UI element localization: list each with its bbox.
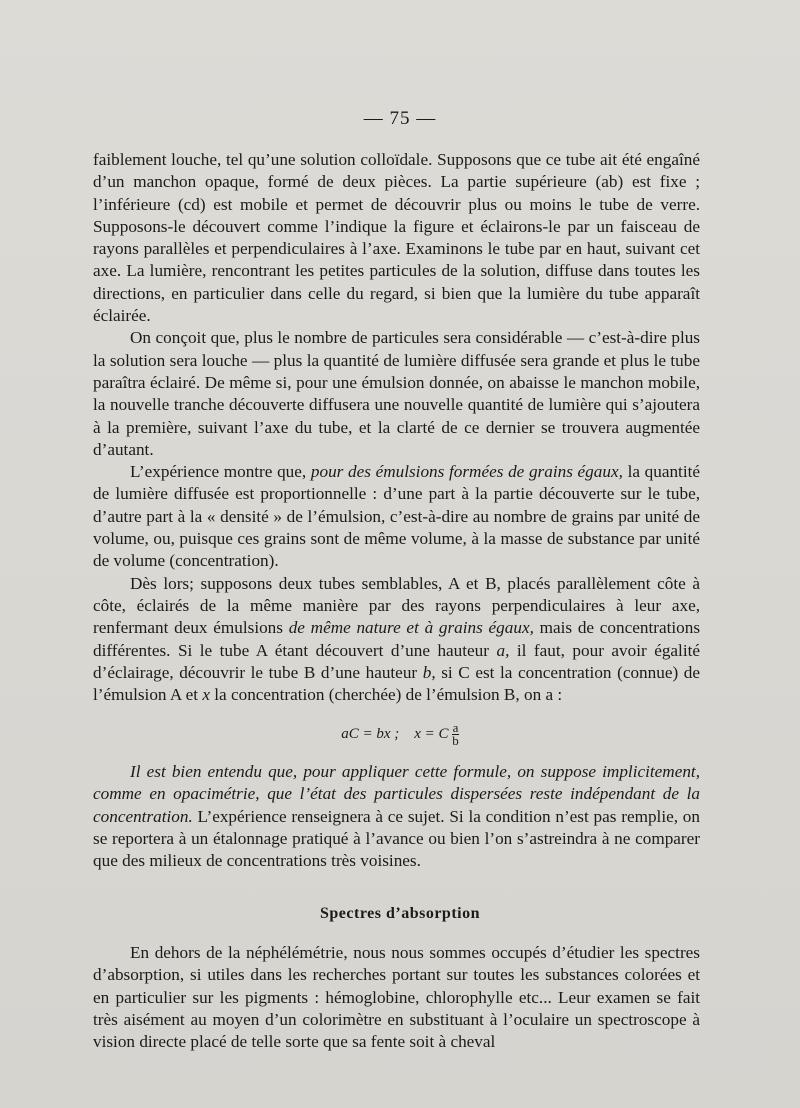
section-heading: Spectres d’absorption [320,905,480,922]
paragraph-2: On conçoit que, plus le nombre de particules sera considérable — c’est-à-dire plus la solution sera louche — plus la quantité de lumière diffusée sera grande et plus le tube paraîtra éclairé. De même si, pour une émulsion donnée, on abaisse le manchon mobile, la nouvelle tranche découverte diffusera une nouvelle quantité de lumière qui s’ajoutera à la première, suivant l’axe du tube, et la clarté de ce dernier se trouvera augmentée d’autant. [93,328,700,459]
body-block-1 [93,149,700,706]
body-block-3 [93,942,700,1053]
paragraph-6: En dehors de la néphélémétrie, nous nous sommes occupés d’étudier les spectres d’absorption, si utiles dans les recherches portant sur toutes les substances colorées et en particulier sur les pigments : hémoglobine, chlorophylle etc... Leur examen se fait très aisément au moyen d’un colorimètre en substituant à l’oculaire un spectroscope à vision directe placé de telle sorte que sa fente soit à cheval [93,943,700,1052]
paragraph-1: faiblement louche, tel qu’une solution colloïdale. Supposons que ce tube ait été engaîné d’un manchon opaque, formé de deux pièces. La partie supérieure (ab) est fixe ; l’inférieure (cd) est mobile et permet de découvrir plus ou moins le tube de verre. Supposons-le découvert comme l’indique la figure et éclairons-le par un faisceau de rayons parallèles et perpendiculaires à l’axe. Examinons le tube par en haut, suivant cet axe. La lumière, rencontrant les petites particules de la solution, diffuse dans toutes les directions, en particulier dans celle du regard, si bien que la lumière du tube apparaît éclairée. [93,150,700,326]
page-number: — 75 — [363,108,437,129]
emphasis-text: Il est bien entendu que, pour appliquer cette formule, on suppose implicitement, comme en opacimétrie, que l’état des particules dispersées reste indépendant de la concentration. [93,762,700,826]
emphasis-text: de même nature et à grains égaux, [288,618,534,638]
paragraph-5: Il est bien entendu que, pour appliquer cette formule, on suppose implicitement, comme en opacimétrie, que l’état des particules dispersées reste indépendant de la concentration. L’expérience renseignera à ce sujet. Si la condition n’est pas remplie, on se reportera à un étalonnage pratiqué à l’avance ou bien l’on s’astreindra à ne comparer que des milieux de concentrations très voisines. [93,762,700,871]
paragraph-3: L’expérience montre que, pour des émulsions formées de grains égaux, la quantité de lumière diffusée est proportionnelle : d’une part à la partie découverte sur le tube, d’autre part à la « densité » de l’émulsion, c’est-à-dire au nombre de grains par unité de volume, ou, puisque ces grains sont de même volume, à la masse de substance par unité de volume (concentration). [93,462,701,571]
paragraph-4: Dès lors; supposons deux tubes semblables, A et B, placés parallèlement côte à côte, éclairés de la même manière par des rayons perpendiculaires à leur axe, renfermant deux émulsions de même nature et à grains égaux, mais de concentrations différentes. Si le tube A étant découvert d’une hauteur a, il faut, pour avoir égalité d’éclairage, découvrir le tube B d’une hauteur b, si C est la concentration (connue) de l’émulsion A et x la concentration (cherchée) de l’émulsion B, on a : [93,573,701,705]
body-block-2 [93,761,700,872]
formula: aC = bx ; x = C $\frac{a}{b}$ [341,720,459,749]
emphasis-text: pour des émulsions formées de grains égaux, [310,462,623,482]
fraction: $\frac{a}{b}$ [452,720,459,749]
